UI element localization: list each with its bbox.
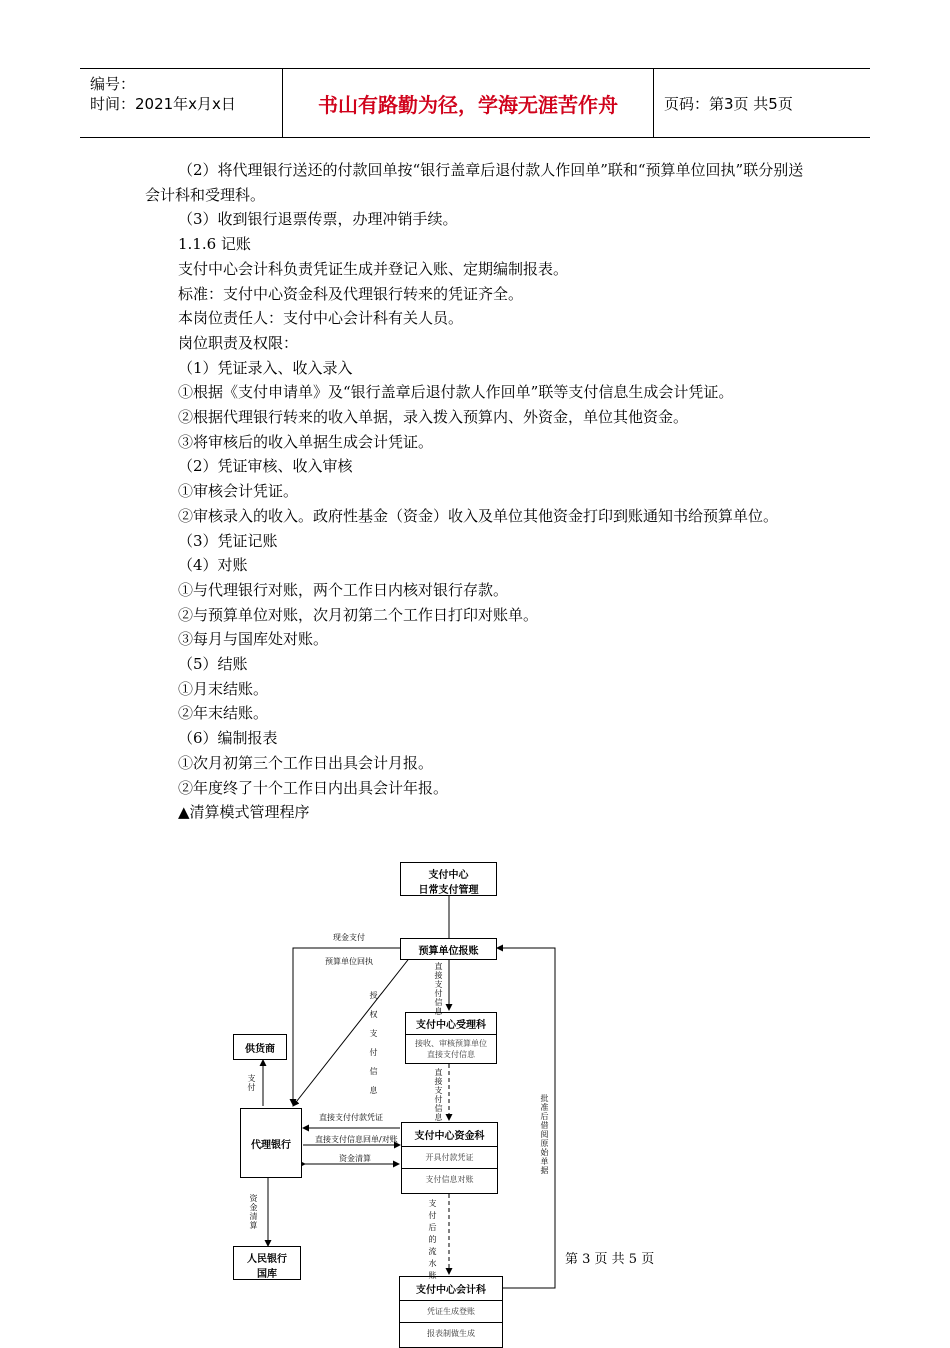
flowchart-caption: ▲清算模式管理程序 (178, 803, 310, 822)
paragraph: ②年度终了十个工作日内出具会计年报。 (178, 778, 449, 797)
page-footer: 第 3 页 共 5 页 (565, 1252, 655, 1267)
connector-line (293, 948, 400, 1105)
paragraph: ①与代理银行对账，两个工作日内核对银行存款。 (178, 580, 509, 599)
paragraph: ③将审核后的收入单据生成会计凭证。 (178, 432, 434, 451)
supplier-box (233, 1034, 287, 1060)
budget-unit-box (400, 938, 497, 960)
funds-dept-box (401, 1122, 498, 1194)
box-row: 报表制做生成 (427, 1329, 475, 1338)
paragraph: ②年末结账。 (178, 704, 269, 723)
box-title: 人民银行 (247, 1254, 287, 1265)
label-authorized-payment-info: 授权支付信息 (369, 991, 378, 1095)
paragraph: 标准：支付中心资金科及代理银行转来的凭证齐全。 (178, 284, 524, 303)
document-body (145, 158, 817, 825)
paragraph: （2）凭证审核、收入审核 (178, 457, 353, 476)
box-title: 预算单位报账 (418, 946, 479, 957)
label-fund-clearing-vertical: 资金清算 (249, 1194, 258, 1230)
acceptance-dept-box (405, 1012, 497, 1064)
paragraph: 支付中心会计科负责凭证生成并登记入账、定期编制报表。 (178, 259, 569, 278)
paragraph: （1）凭证录入、收入录入 (178, 358, 353, 377)
box-title: 支付中心会计科 (400, 1277, 502, 1301)
box-row: 支付信息对账 (425, 1175, 474, 1184)
daily-payment-mgmt-box (400, 862, 497, 896)
paragraph: ①审核会计凭证。 (178, 482, 299, 501)
label-direct-payment-info: 直接支付信息 (434, 962, 443, 1016)
paragraph: ①月末结账。 (178, 679, 269, 698)
agent-bank-box (240, 1108, 302, 1178)
box-title: 供货商 (245, 1044, 275, 1055)
serial-label: 编号： (90, 75, 136, 93)
connector-line (293, 956, 411, 1106)
box-title: 支付中心 (428, 870, 469, 881)
paragraph: （6）编制报表 (178, 729, 278, 748)
label-cash-payment: 现金支付 (333, 933, 365, 942)
label-fund-clearing: 资金清算 (339, 1154, 371, 1163)
page-header (80, 68, 870, 138)
clearing-flowchart (225, 858, 585, 1344)
paragraph: （2）将代理银行送还的付款回单按“银行盖章后退付款人作回单”联和“预算单位回执”联分别送会计科和受理科。 (145, 161, 804, 204)
box-title: 国库 (257, 1269, 277, 1280)
box-subtitle: 接收、审核预算单位 (415, 1039, 487, 1048)
label-approved-original-docs: 批准后借阅原始单据 (540, 1094, 549, 1175)
pboc-treasury-box (233, 1246, 301, 1280)
header-motto: 书山有路勤为径，学海无涯苦作舟 (283, 69, 654, 137)
label-direct-info-receipt: 直接支付信息回单/对账 (315, 1135, 398, 1144)
time-label: 时间：2021年x月x日 (90, 95, 236, 113)
paragraph: ②审核录入的收入。政府性基金（资金）收入及单位其他资金打印到账通知书给预算单位。 (178, 506, 779, 525)
box-row: 开具付款凭证 (402, 1147, 497, 1169)
label-post-payment-journal: 支付后的流水账 (428, 1199, 437, 1280)
box-subtitle: 直接支付信息 (427, 1050, 475, 1059)
paragraph: （4）对账 (178, 556, 248, 575)
paragraph: （3）收到银行退票传票，办理冲销手续。 (178, 210, 458, 229)
label-pay: 支付 (247, 1074, 256, 1092)
box-title: 代理银行 (251, 1140, 291, 1151)
section-heading: 1.1.6 记账 (178, 235, 251, 254)
paragraph: ②与预算单位对账，次月初第二个工作日打印对账单。 (178, 605, 539, 624)
paragraph: ①次月初第三个工作日出具会计月报。 (178, 753, 434, 772)
paragraph: （5）结账 (178, 655, 248, 674)
paragraph: 本岗位责任人：支付中心会计科有关人员。 (178, 309, 464, 328)
paragraph: ③每月与国库处对账。 (178, 630, 329, 649)
paragraph: （3）凭证记账 (178, 531, 278, 550)
label-direct-payment-info: 直接支付信息 (434, 1068, 443, 1122)
accounting-dept-box (399, 1276, 503, 1348)
paragraph: 岗位职责及权限： (178, 333, 299, 352)
label-direct-payment-voucher: 直接支付付款凭证 (319, 1113, 383, 1122)
paragraph: ①根据《支付申请单》及“银行盖章后退付款人作回单”联等支付信息生成会计凭证。 (178, 383, 734, 402)
box-title: 日常支付管理 (418, 885, 479, 896)
box-title: 支付中心资金科 (402, 1123, 497, 1147)
page-indicator: 页码：第3页 共5页 (664, 94, 793, 113)
label-budget-receipt: 预算单位回执 (325, 957, 373, 966)
paragraph: ②根据代理银行转来的收入单据，录入拨入预算内、外资金，单位其他资金。 (178, 408, 689, 427)
box-title: 支付中心受理科 (406, 1013, 496, 1035)
box-row: 凭证生成登账 (400, 1301, 502, 1323)
header-meta (80, 69, 283, 137)
